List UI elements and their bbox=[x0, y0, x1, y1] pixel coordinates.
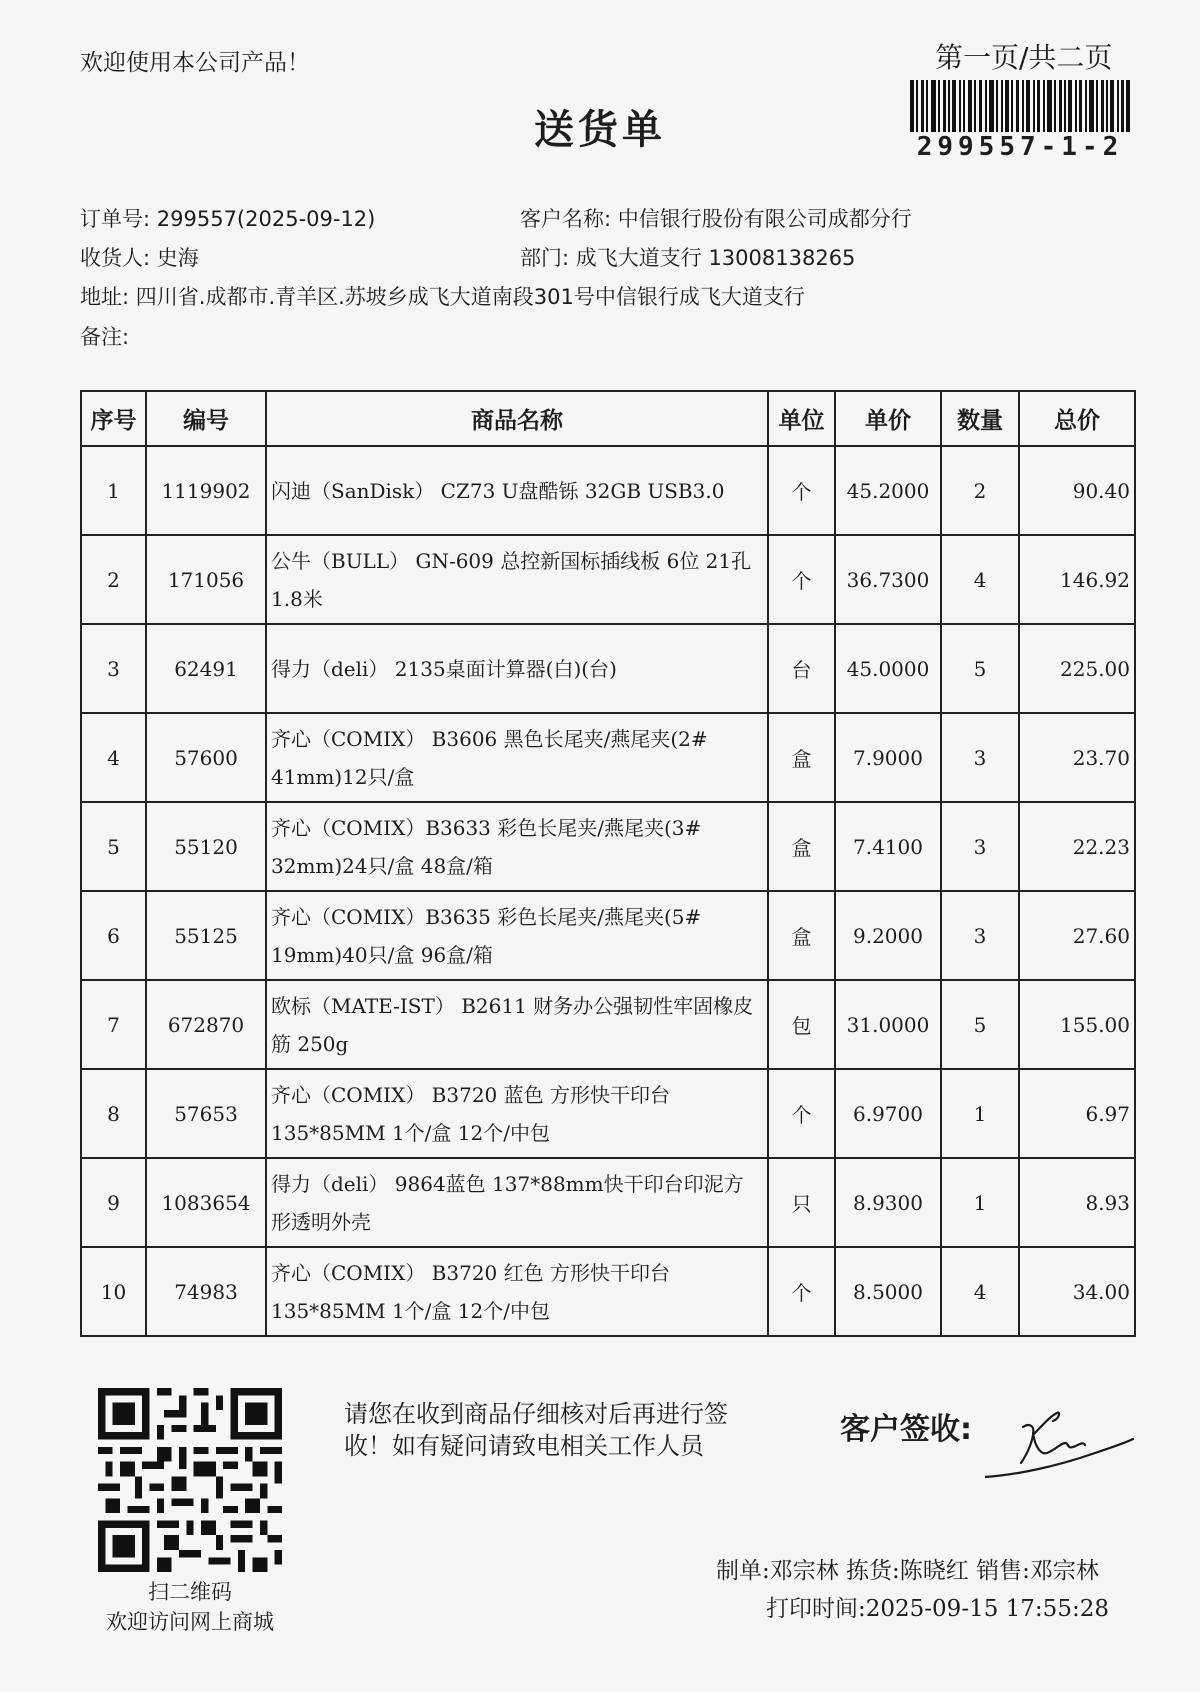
receiver-value: 史海 bbox=[156, 246, 199, 270]
cell-seq: 6 bbox=[81, 891, 146, 980]
handwritten-signature bbox=[985, 1395, 1135, 1485]
table-row bbox=[81, 1158, 1135, 1247]
cell-total: 225.00 bbox=[1019, 624, 1135, 713]
header-unit: 单位 bbox=[768, 391, 835, 446]
table-row bbox=[81, 624, 1135, 713]
cell-code: 672870 bbox=[146, 980, 266, 1069]
cell-product-name: 齐心（COMIX） B3606 黑色长尾夹/燕尾夹(2# 41mm)12只/盒 bbox=[266, 713, 768, 802]
receiver bbox=[80, 242, 199, 272]
cell-quantity: 1 bbox=[941, 1069, 1019, 1158]
cell-unit-price: 8.5000 bbox=[835, 1247, 941, 1336]
cell-code: 55125 bbox=[146, 891, 266, 980]
cell-seq: 4 bbox=[81, 713, 146, 802]
remark bbox=[80, 321, 129, 351]
verification-notice: 请您在收到商品仔细核对后再进行签收！如有疑问请致电相关工作人员 bbox=[344, 1400, 728, 1460]
header-seq: 序号 bbox=[81, 391, 146, 446]
order-number-value: 299557(2025-09-12) bbox=[156, 207, 376, 231]
cell-seq: 2 bbox=[81, 535, 146, 624]
cell-total: 6.97 bbox=[1019, 1069, 1135, 1158]
cell-unit: 盒 bbox=[768, 891, 835, 980]
table-row bbox=[81, 980, 1135, 1069]
cell-unit-price: 45.2000 bbox=[835, 446, 941, 535]
cell-total: 146.92 bbox=[1019, 535, 1135, 624]
cell-quantity: 2 bbox=[941, 446, 1019, 535]
table-row bbox=[81, 1247, 1135, 1336]
cell-product-name: 齐心（COMIX）B3635 彩色长尾夹/燕尾夹(5# 19mm)40只/盒 96盒/箱 bbox=[266, 891, 768, 980]
department-value: 成飞大道支行 13008138265 bbox=[575, 246, 856, 270]
cell-quantity: 5 bbox=[941, 624, 1019, 713]
table-row bbox=[81, 713, 1135, 802]
cell-seq: 9 bbox=[81, 1158, 146, 1247]
cell-product-name: 得力（deli） 9864蓝色 137*88mm快干印台印泥方形透明外壳 bbox=[266, 1158, 768, 1247]
cell-total: 27.60 bbox=[1019, 891, 1135, 980]
table-header-row bbox=[81, 391, 1135, 446]
order-number bbox=[80, 203, 375, 233]
cell-unit-price: 6.9700 bbox=[835, 1069, 941, 1158]
cell-seq: 7 bbox=[81, 980, 146, 1069]
cell-product-name: 公牛（BULL） GN-609 总控新国标插线板 6位 21孔 1.8米 bbox=[266, 535, 768, 624]
cell-code: 171056 bbox=[146, 535, 266, 624]
print-time: 打印时间:2025-09-15 17:55:28 bbox=[766, 1596, 1109, 1622]
header-code: 编号 bbox=[146, 391, 266, 446]
cell-total: 23.70 bbox=[1019, 713, 1135, 802]
qr-caption-scan: 扫二维码 bbox=[148, 1580, 232, 1604]
cell-unit: 台 bbox=[768, 624, 835, 713]
customer-signature-label: 客户签收: bbox=[840, 1412, 972, 1447]
cell-code: 1119902 bbox=[146, 446, 266, 535]
cell-unit-price: 9.2000 bbox=[835, 891, 941, 980]
cell-quantity: 4 bbox=[941, 1247, 1019, 1336]
address-label: 地址: bbox=[80, 285, 130, 309]
cell-total: 34.00 bbox=[1019, 1247, 1135, 1336]
cell-unit: 个 bbox=[768, 1247, 835, 1336]
cell-total: 22.23 bbox=[1019, 802, 1135, 891]
welcome-text: 欢迎使用本公司产品！ bbox=[80, 50, 310, 76]
cell-product-name: 齐心（COMIX） B3720 蓝色 方形快干印台 135*85MM 1个/盒 12个/中包 bbox=[266, 1069, 768, 1158]
qr-code-image bbox=[98, 1388, 282, 1572]
qr-caption-mall: 欢迎访问网上商城 bbox=[106, 1610, 274, 1634]
document-title: 送货单 bbox=[534, 107, 666, 153]
header-total: 总价 bbox=[1019, 391, 1135, 446]
cell-product-name: 齐心（COMIX） B3720 红色 方形快干印台 135*85MM 1个/盒 12个/中包 bbox=[266, 1247, 768, 1336]
customer-name-label: 客户名称: bbox=[520, 207, 612, 231]
cell-product-name: 闪迪（SanDisk） CZ73 U盘酷铄 32GB USB3.0 bbox=[266, 446, 768, 535]
cell-unit-price: 36.7300 bbox=[835, 535, 941, 624]
customer-name bbox=[520, 203, 912, 233]
address bbox=[80, 281, 805, 311]
cell-unit: 个 bbox=[768, 446, 835, 535]
cell-seq: 1 bbox=[81, 446, 146, 535]
cell-code: 62491 bbox=[146, 624, 266, 713]
staff-info: 制单:邓宗林 拣货:陈晓红 销售:邓宗林 bbox=[716, 1558, 1099, 1584]
cell-quantity: 3 bbox=[941, 713, 1019, 802]
department bbox=[520, 242, 855, 272]
barcode-image bbox=[910, 80, 1130, 132]
items-table bbox=[80, 390, 1136, 1337]
cell-code: 74983 bbox=[146, 1247, 266, 1336]
cell-seq: 3 bbox=[81, 624, 146, 713]
table-row bbox=[81, 446, 1135, 535]
cell-product-name: 欧标（MATE-IST） B2611 财务办公强韧性牢固橡皮筋 250g bbox=[266, 980, 768, 1069]
barcode-number: 299557-1-2 bbox=[916, 132, 1124, 162]
cell-code: 57653 bbox=[146, 1069, 266, 1158]
cell-unit: 包 bbox=[768, 980, 835, 1069]
cell-quantity: 3 bbox=[941, 802, 1019, 891]
table-row bbox=[81, 891, 1135, 980]
cell-unit: 盒 bbox=[768, 713, 835, 802]
customer-name-value: 中信银行股份有限公司成都分行 bbox=[617, 207, 912, 231]
department-label: 部门: bbox=[520, 246, 570, 270]
header-unit-price: 单价 bbox=[835, 391, 941, 446]
cell-unit-price: 45.0000 bbox=[835, 624, 941, 713]
remark-label: 备注: bbox=[80, 325, 130, 349]
cell-product-name: 齐心（COMIX）B3633 彩色长尾夹/燕尾夹(3# 32mm)24只/盒 48盒/箱 bbox=[266, 802, 768, 891]
cell-seq: 10 bbox=[81, 1247, 146, 1336]
cell-unit-price: 7.9000 bbox=[835, 713, 941, 802]
address-value: 四川省.成都市.青羊区.苏坡乡成飞大道南段301号中信银行成飞大道支行 bbox=[135, 285, 805, 309]
cell-unit: 只 bbox=[768, 1158, 835, 1247]
cell-code: 55120 bbox=[146, 802, 266, 891]
cell-quantity: 5 bbox=[941, 980, 1019, 1069]
header-product-name: 商品名称 bbox=[266, 391, 768, 446]
table-row bbox=[81, 535, 1135, 624]
cell-seq: 5 bbox=[81, 802, 146, 891]
cell-seq: 8 bbox=[81, 1069, 146, 1158]
cell-code: 1083654 bbox=[146, 1158, 266, 1247]
table-row bbox=[81, 802, 1135, 891]
cell-total: 90.40 bbox=[1019, 446, 1135, 535]
cell-unit: 个 bbox=[768, 535, 835, 624]
cell-unit-price: 31.0000 bbox=[835, 980, 941, 1069]
cell-product-name: 得力（deli） 2135桌面计算器(白)(台) bbox=[266, 624, 768, 713]
receiver-label: 收货人: bbox=[80, 246, 151, 270]
cell-total: 155.00 bbox=[1019, 980, 1135, 1069]
page-info: 第一页/共二页 bbox=[935, 41, 1113, 74]
order-number-label: 订单号: bbox=[80, 207, 151, 231]
table-row bbox=[81, 1069, 1135, 1158]
cell-code: 57600 bbox=[146, 713, 266, 802]
cell-unit-price: 8.9300 bbox=[835, 1158, 941, 1247]
cell-quantity: 3 bbox=[941, 891, 1019, 980]
cell-unit: 个 bbox=[768, 1069, 835, 1158]
cell-quantity: 1 bbox=[941, 1158, 1019, 1247]
cell-unit-price: 7.4100 bbox=[835, 802, 941, 891]
cell-quantity: 4 bbox=[941, 535, 1019, 624]
cell-total: 8.93 bbox=[1019, 1158, 1135, 1247]
cell-unit: 盒 bbox=[768, 802, 835, 891]
header-quantity: 数量 bbox=[941, 391, 1019, 446]
